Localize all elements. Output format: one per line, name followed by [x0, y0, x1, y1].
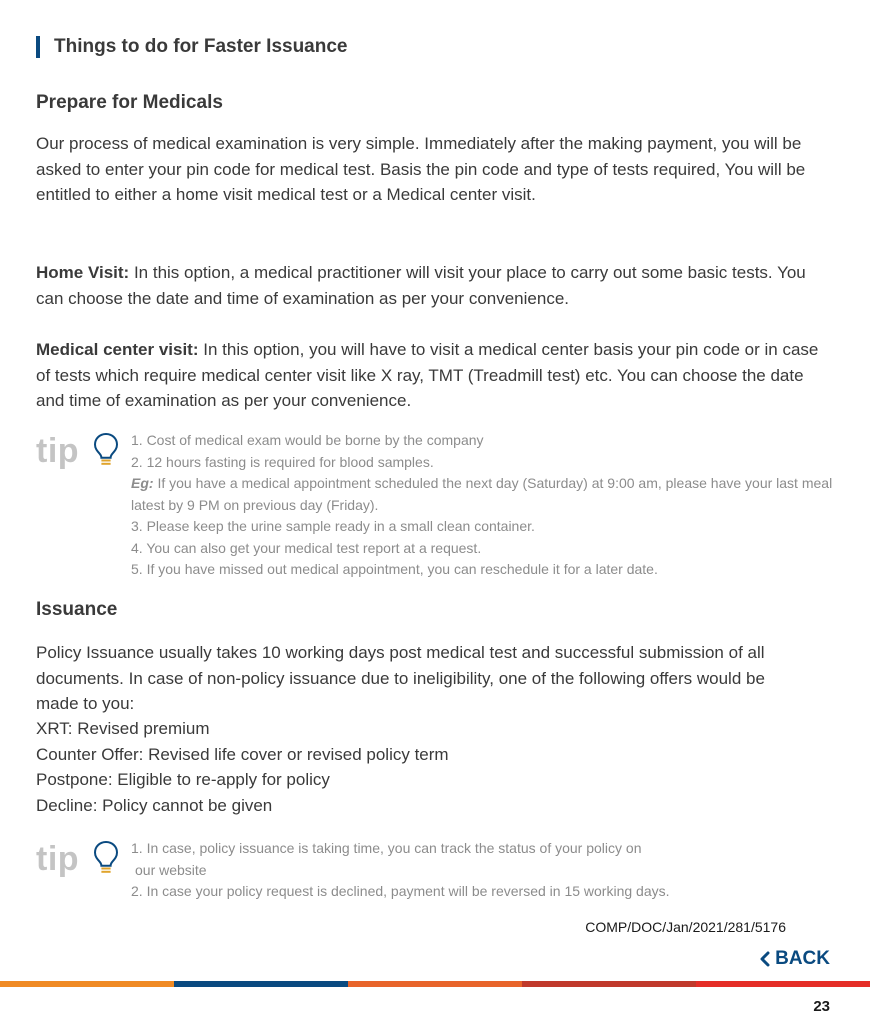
offer-item: Postpone: Eligible to re-apply for policy: [36, 770, 330, 789]
page-number: 23: [813, 998, 830, 1015]
tip-example-text: If you have a medical appointment scheduled the next day (Saturday) at 9:00 am, please have your last meal latest by 9 PM on previous day (Friday).: [131, 475, 833, 513]
tip-label: tip: [36, 432, 80, 470]
tip-item: 1. In case, policy issuance is taking time, you can track the status of your policy on: [131, 840, 642, 856]
section-header: [36, 36, 348, 58]
tip-label: tip: [36, 840, 80, 878]
tip-box-medicals: [36, 430, 836, 580]
footer-color-strip: [0, 981, 870, 987]
tip-box-issuance: [36, 838, 836, 908]
offer-item: Counter Offer: Revised life cover or revised policy term: [36, 744, 449, 764]
lightbulb-icon: [93, 432, 119, 466]
tip-example: [131, 473, 836, 516]
tip-list-medicals: [131, 430, 836, 581]
tip-example-label: Eg:: [131, 475, 154, 491]
chevron-left-icon: [759, 951, 771, 967]
page-title: Things to do for Faster Issuance: [54, 36, 348, 57]
center-visit-label: Medical center visit:: [36, 340, 199, 359]
strip-segment: [174, 981, 348, 987]
strip-segment: [0, 981, 174, 987]
tip-item: 5. If you have missed out medical appointment, you can reschedule it for a later date.: [131, 561, 658, 577]
tip-list-issuance: [131, 838, 670, 903]
home-visit-text: In this option, a medical practitioner will visit your place to carry out some basic tests. You can choose the date and time of examination as per your convenience.: [36, 263, 806, 308]
issuance-heading: Issuance: [36, 599, 118, 620]
tip-item: 4. You can also get your medical test report at a request.: [131, 539, 482, 556]
center-visit-text: In this option, you will have to visit a medical center basis your pin code or in case of tests which require medical center visit like X ray, TMT (Treadmill test) etc. You can choose the date and time of examination as per your convenience.: [36, 340, 819, 410]
issuance-intro: Policy Issuance usually takes 10 working days post medical test and successful submission of all documents. In case of non-policy issuance due to ineligibility, one of the following offers would be made to you:: [36, 643, 765, 713]
home-visit-paragraph: [36, 260, 826, 311]
tip-item-continued: our website: [135, 861, 207, 878]
strip-segment: [522, 981, 696, 987]
document-code: COMP/DOC/Jan/2021/281/5176: [585, 919, 786, 935]
tip-item: 2. In case your policy request is declined, payment will be reversed in 15 working days.: [131, 883, 670, 899]
offer-item: XRT: Revised premium: [36, 719, 210, 738]
medicals-intro: Our process of medical examination is very simple. Immediately after the making payment, you will be asked to enter your pin code for medical test. Basis the pin code and type of tests required, You will be entitled to either a home visit medical test or a Medical center visit.: [36, 134, 806, 204]
home-visit-label: Home Visit:: [36, 263, 130, 282]
tip-item: 2. 12 hours fasting is required for blood samples.: [131, 453, 434, 470]
offer-item: Decline: Policy cannot be given: [36, 795, 273, 815]
strip-segment: [348, 981, 522, 987]
center-visit-paragraph: [36, 337, 826, 414]
section-accent-bar: [36, 36, 40, 58]
strip-segment: [696, 981, 870, 987]
lightbulb-icon: [93, 840, 119, 874]
tip-item: 1. Cost of medical exam would be borne by the company: [131, 432, 484, 448]
medicals-heading: Prepare for Medicals: [36, 92, 223, 113]
offers-list: [36, 716, 826, 818]
back-button[interactable]: [759, 948, 830, 970]
back-button-label: BACK: [775, 948, 830, 969]
tip-item: 3. Please keep the urine sample ready in a small clean container.: [131, 518, 535, 534]
